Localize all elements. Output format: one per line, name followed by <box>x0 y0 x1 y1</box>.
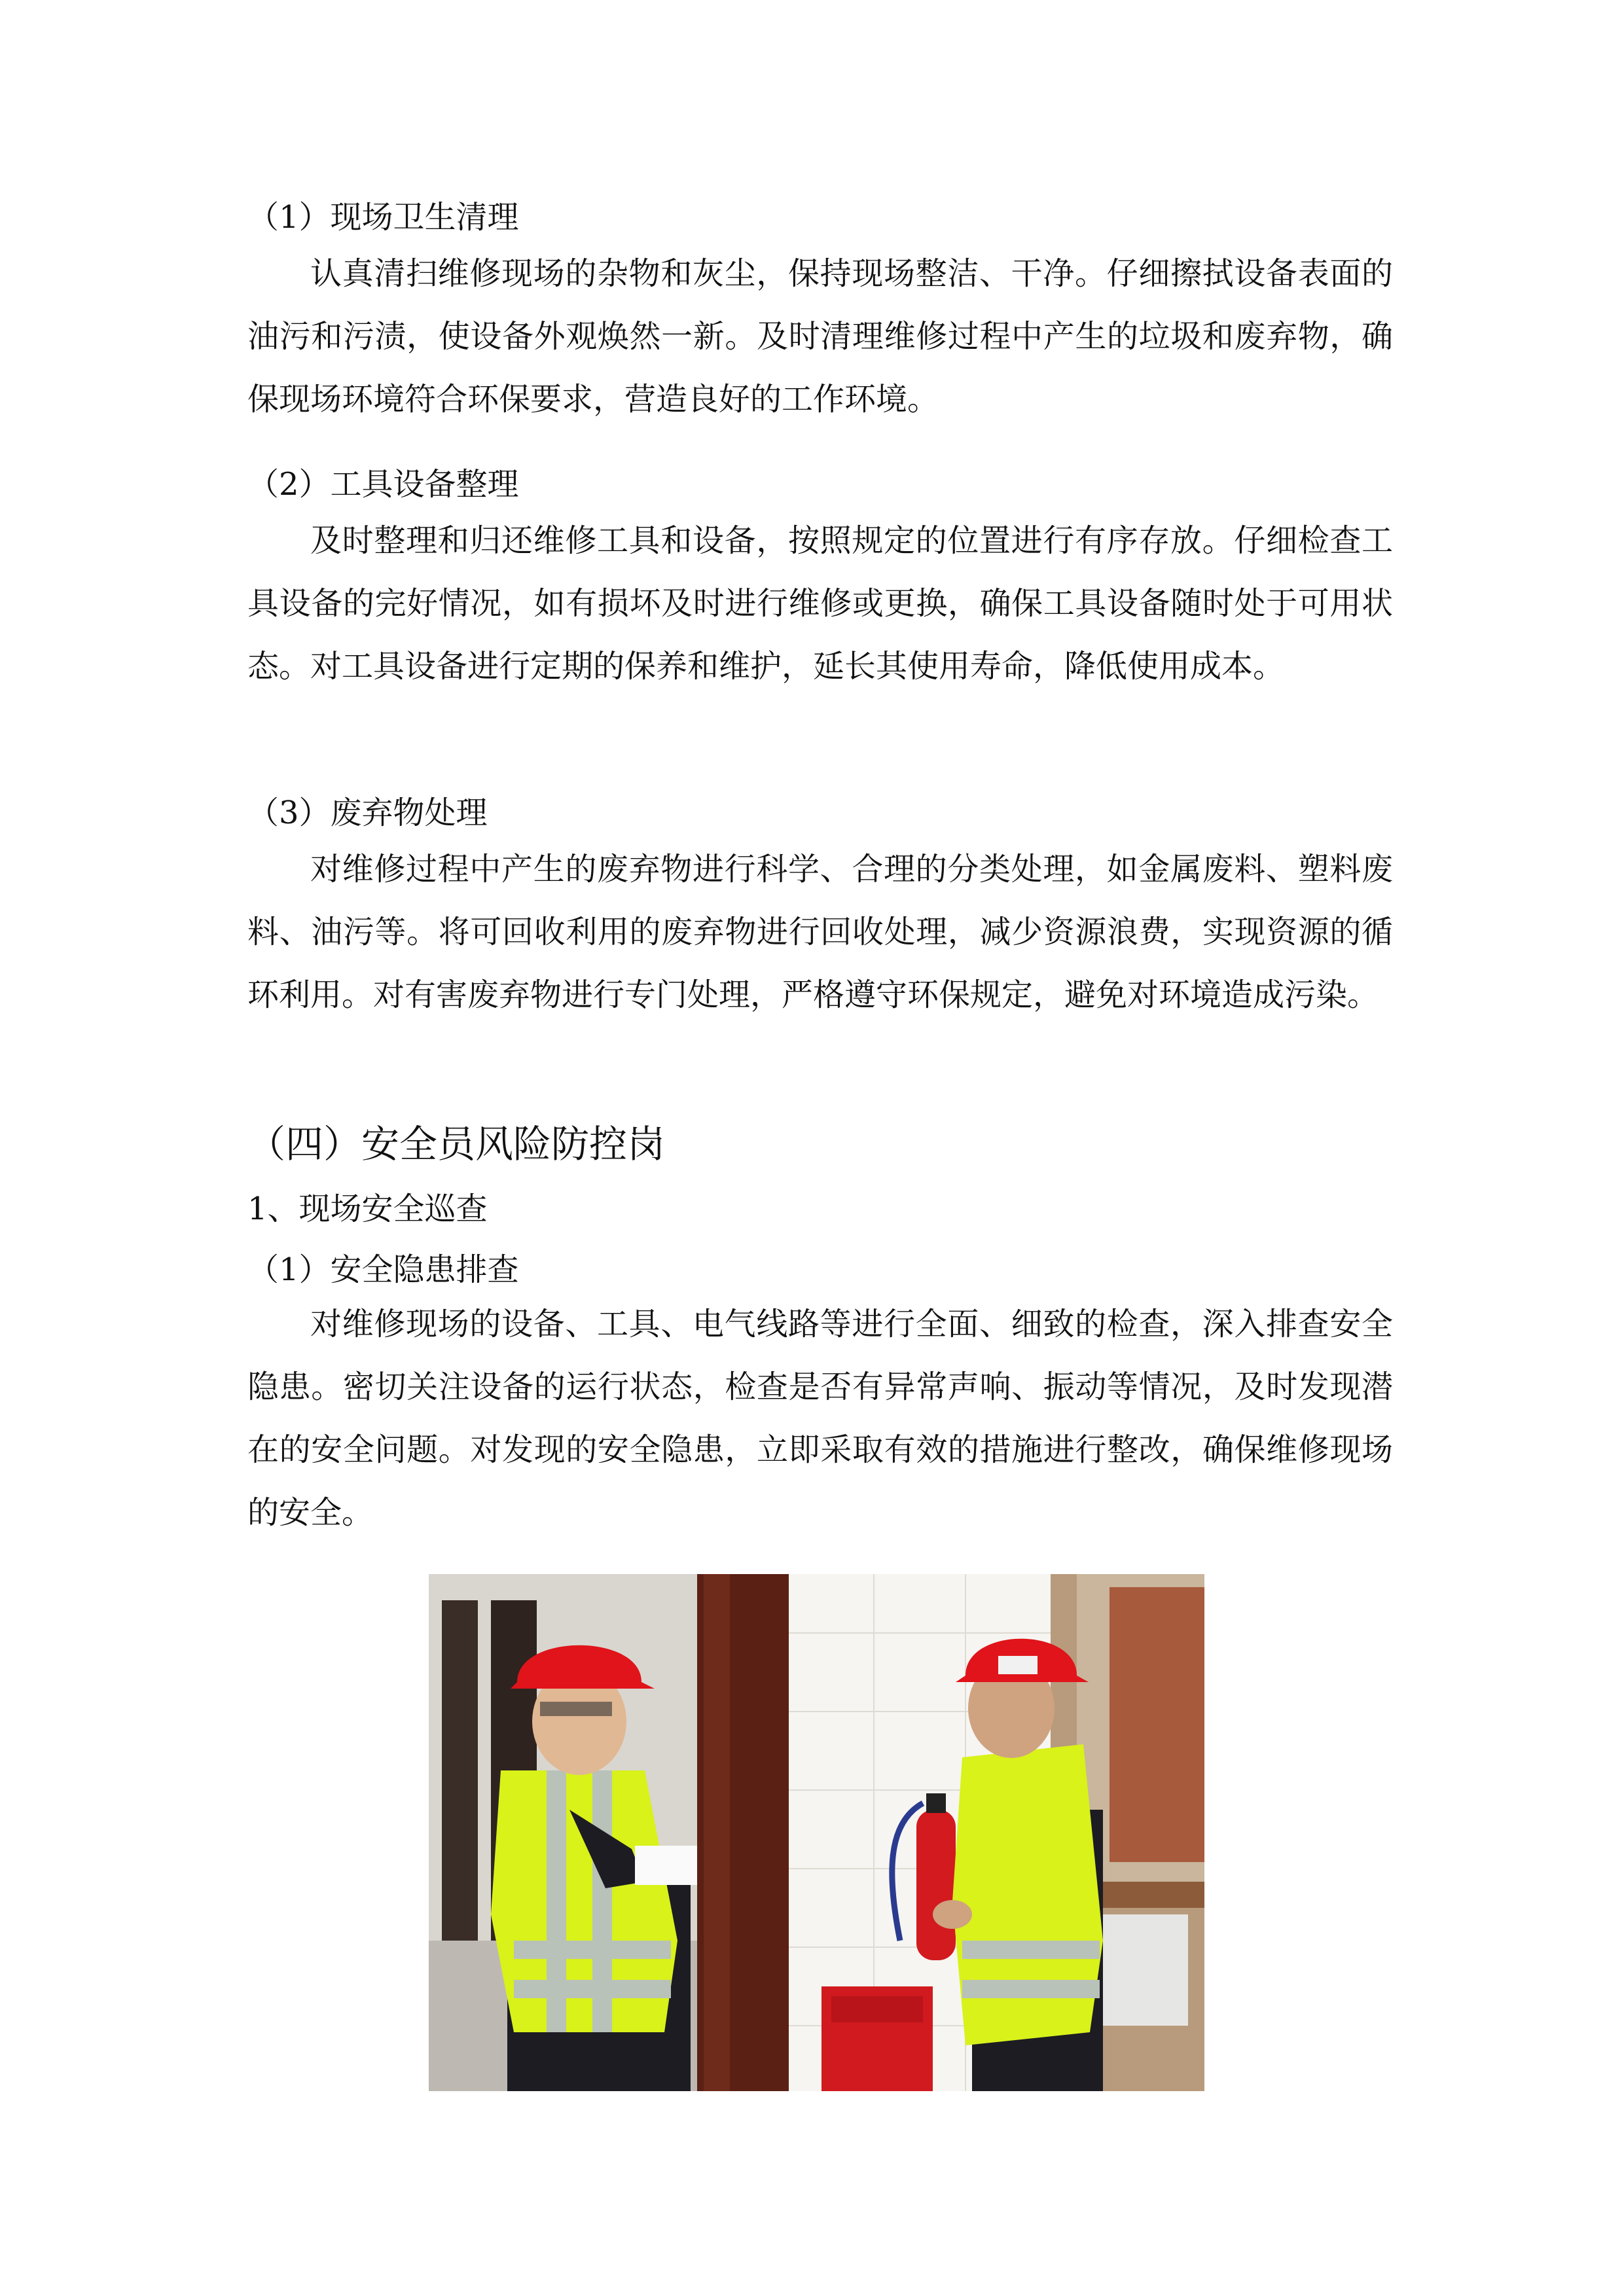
fire-extinguisher <box>916 1810 956 1960</box>
section-heading-sanitation: （1）现场卫生清理 <box>247 199 519 236</box>
section-heading-hazard: （1）安全隐患排查 <box>247 1251 519 1288</box>
paragraph-hazard: 对维修现场的设备、工具、电气线路等进行全面、细致的检查，深入排查安全隐患。密切关注设备的运行状态，检查是否有异常声响、振动等情况，及时发现潜在的安全问题。对发现的安全隐患，立即采取有效的措施进行整改，确保维修现场的安全。 <box>247 1306 1393 1531</box>
section-heading-waste: （3）废弃物处理 <box>247 795 488 831</box>
chapter-title: （四）安全员风险防控岗 <box>247 1122 666 1166</box>
air-conditioner-unit <box>1103 1914 1188 2026</box>
paragraph-sanitation: 认真清扫维修现场的杂物和灰尘，保持现场整洁、干净。仔细擦拭设备表面的油污和污渍，使设备外观焕然一新。及时清理维修过程中产生的垃圾和废弃物，确保现场环境符合环保要求，营造良好的工作环境。 <box>247 255 1393 418</box>
notepad <box>635 1846 697 1885</box>
inspection-photo <box>429 1574 1204 2091</box>
subsection-title: 1、现场安全巡查 <box>247 1191 488 1227</box>
left-doorway-1 <box>442 1600 478 1967</box>
paragraph-tools: 及时整理和归还维修工具和设备，按照规定的位置进行有序存放。仔细检查工具设备的完好情况，如有损坏及时进行维修或更换，确保工具设备随时处于可用状态。对工具设备进行定期的保养和维护，延长其使用寿命，降低使用成本。 <box>247 522 1393 685</box>
paragraph-waste: 对维修过程中产生的废弃物进行科学、合理的分类处理，如金属废料、塑料废料、油污等。将可回收利用的废弃物进行回收处理，减少资源浪费，实现资源的循环利用。对有害废弃物进行专门处理，严格遵守环保规定，避免对环境造成污染。 <box>247 851 1393 1013</box>
section-heading-tools: （2）工具设备整理 <box>247 466 519 503</box>
